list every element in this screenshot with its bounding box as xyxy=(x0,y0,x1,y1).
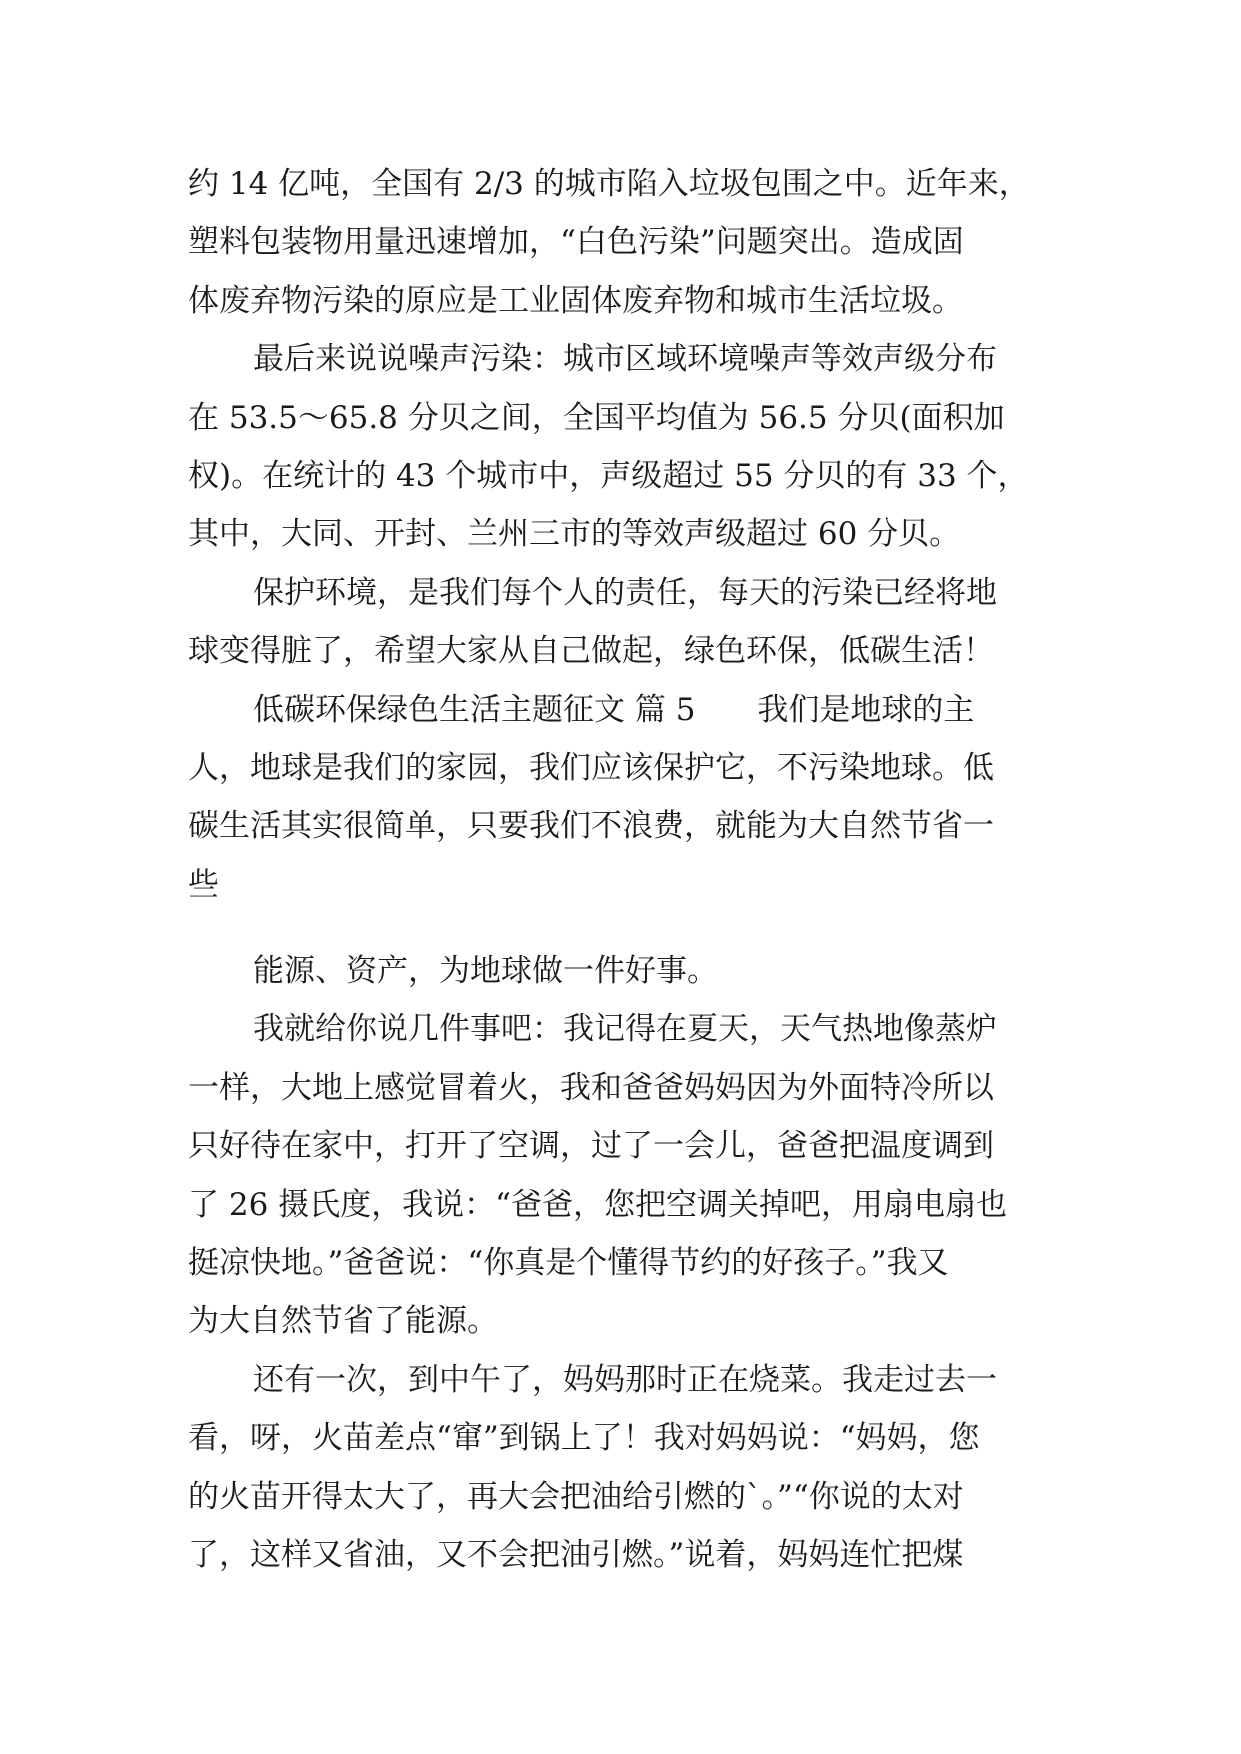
text-line: 看，呀，火苗差点“窜”到锅上了！我对妈妈说：“妈妈，您 xyxy=(188,1420,980,1457)
text-line: 能源、资产，为地球做一件好事。 xyxy=(253,953,718,990)
text-line: 保护环境，是我们每个人的责任，每天的污染已经将地 xyxy=(253,574,997,611)
text-line: 其中，大同、开封、兰州三市的等效声级超过 60 分贝。 xyxy=(188,516,961,553)
text-line: 还有一次，到中午了，妈妈那时正在烧菜。我走过去一 xyxy=(253,1361,997,1398)
text-line: 我就给你说几件事吧：我记得在夏天，天气热地像蒸炉 xyxy=(253,1011,997,1048)
text-line: 为大自然节省了能源。 xyxy=(188,1303,498,1340)
text-line: 体废弃物污染的原应是工业固体废弃物和城市生活垃圾。 xyxy=(188,282,963,319)
text-line: 最后来说说噪声污染：城市区域环境噪声等效声级分布 xyxy=(253,341,997,378)
text-line: 在 53.5～65.8 分贝之间，全国平均值为 56.5 分贝(面积加 xyxy=(188,399,1005,436)
text-line: 些 xyxy=(188,866,219,903)
text-line: 了，这样又省油，又不会把油引燃。”说着，妈妈连忙把煤 xyxy=(188,1536,964,1573)
text-line: 挺凉快地。”爸爸说：“你真是个懂得节约的好孩子。”我又 xyxy=(188,1245,949,1282)
text-line: 权)。在统计的 43 个城市中，声级超过 55 分贝的有 33 个， xyxy=(188,457,1029,494)
text-line: 球变得脏了，希望大家从自己做起，绿色环保，低碳生活！ xyxy=(188,633,994,670)
text-line: 只好待在家中，打开了空调，过了一会儿，爸爸把温度调到 xyxy=(188,1128,994,1165)
text-line: 碳生活其实很简单，只要我们不浪费，就能为大自然节省一 xyxy=(188,808,994,845)
text-line: 人，地球是我们的家园，我们应该保护它，不污染地球。低 xyxy=(188,749,994,786)
text-line: 一样，大地上感觉冒着火，我和爸爸妈妈因为外面特冷所以 xyxy=(188,1069,994,1106)
text-line: 塑料包装物用量迅速增加，“白色污染”问题突出。造成固 xyxy=(188,224,964,261)
text-line: 的火苗开得太大了，再大会把油给引燃的`。”“你说的太对 xyxy=(188,1478,964,1515)
text-line: 约 14 亿吨，全国有 2/3 的城市陷入垃圾包围之中。近年来， xyxy=(188,166,1030,202)
document-body xyxy=(188,155,1063,1584)
text-line: 低碳环保绿色生活主题征文 篇 5 我们是地球的主 xyxy=(253,691,975,728)
text-line: 了 26 摄氏度，我说：“爸爸，您把空调关掉吧，用扇电扇也 xyxy=(188,1186,1007,1223)
